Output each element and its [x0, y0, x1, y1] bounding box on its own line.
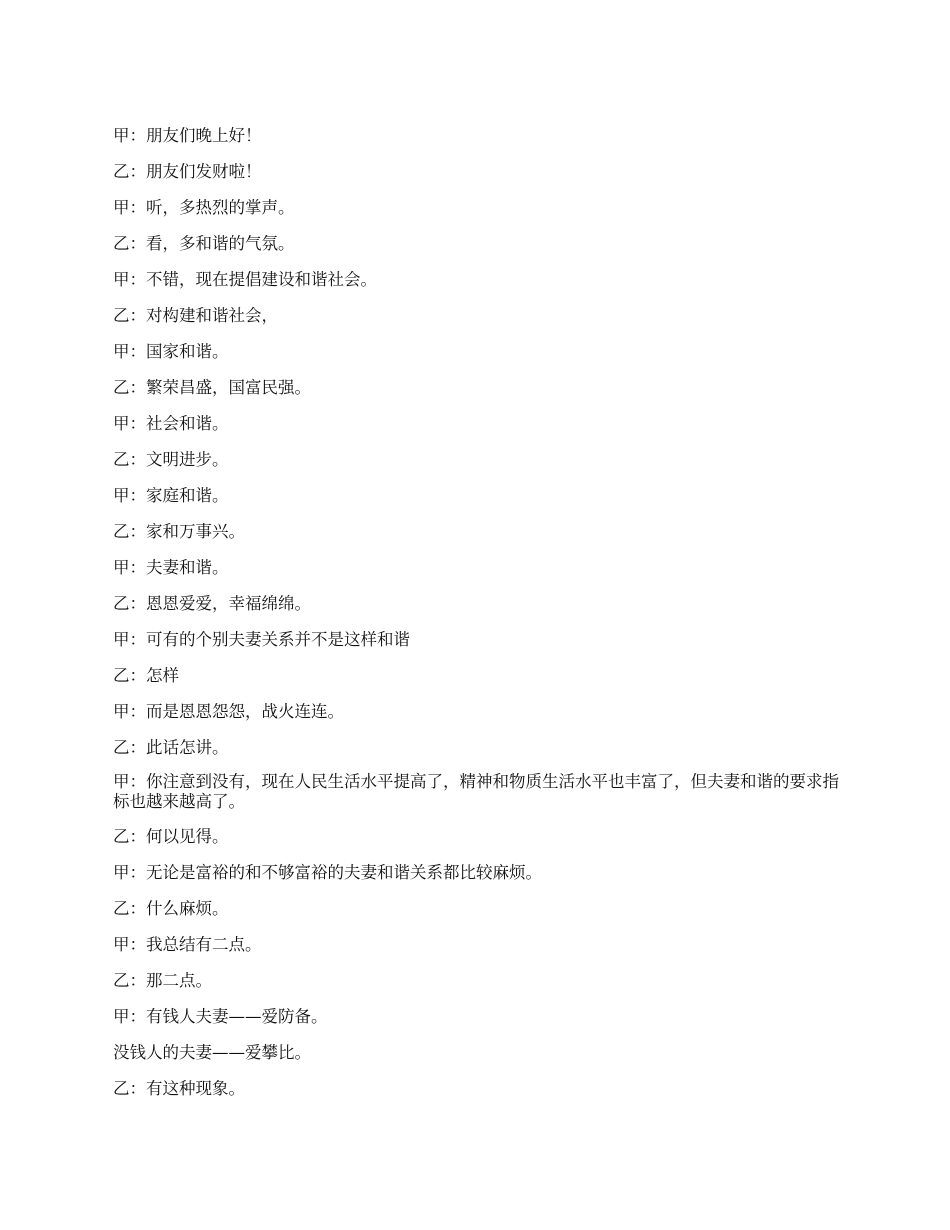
- dialogue-text: [113, 124, 843, 1113]
- dialogue-line: 乙：朋友们发财啦！: [113, 162, 262, 181]
- dialogue-line: 甲：你注意到没有，现在人民生活水平提高了，精神和物质生活水平也丰富了，但夫妻和谐的要求指标也越来越高了。: [113, 772, 839, 811]
- dialogue-line: 甲：无论是富裕的和不够富裕的夫妻和谐关系都比较麻烦。: [113, 863, 542, 882]
- dialogue-line: 乙：对构建和谐社会，: [113, 306, 278, 325]
- dialogue-line: 甲：而是恩恩怨怨，战火连连。: [113, 702, 344, 721]
- dialogue-line: 乙：恩恩爱爱，幸福绵绵。: [113, 594, 311, 613]
- dialogue-line: 乙：有这种现象。: [113, 1079, 245, 1098]
- dialogue-line: 甲：听，多热烈的掌声。: [113, 198, 295, 217]
- dialogue-line: 甲：有钱人夫妻——爱防备。: [113, 1007, 328, 1026]
- dialogue-line: 乙：何以见得。: [113, 827, 229, 846]
- dialogue-line: 乙：文明进步。: [113, 450, 229, 469]
- dialogue-line: 乙：此话怎讲。: [113, 738, 229, 757]
- dialogue-line: 甲：夫妻和谐。: [113, 558, 229, 577]
- dialogue-line: 乙：那二点。: [113, 971, 212, 990]
- dialogue-line: 甲：我总结有二点。: [113, 935, 262, 954]
- dialogue-line: 甲：家庭和谐。: [113, 486, 229, 505]
- dialogue-line: 甲：国家和谐。: [113, 342, 229, 361]
- dialogue-line: 乙：怎样: [113, 666, 179, 685]
- dialogue-line: 甲：可有的个别夫妻关系并不是这样和谐: [113, 630, 410, 649]
- dialogue-line: 乙：家和万事兴。: [113, 522, 245, 541]
- dialogue-line: 乙：繁荣昌盛，国富民强。: [113, 378, 311, 397]
- dialogue-line: 甲：不错，现在提倡建设和谐社会。: [113, 270, 377, 289]
- dialogue-line: 甲：社会和谐。: [113, 414, 229, 433]
- dialogue-line: 乙：看，多和谐的气氛。: [113, 234, 295, 253]
- dialogue-line: 甲：朋友们晚上好！: [113, 126, 262, 145]
- dialogue-line: 没钱人的夫妻——爱攀比。: [113, 1043, 311, 1062]
- dialogue-line: 乙：什么麻烦。: [113, 899, 229, 918]
